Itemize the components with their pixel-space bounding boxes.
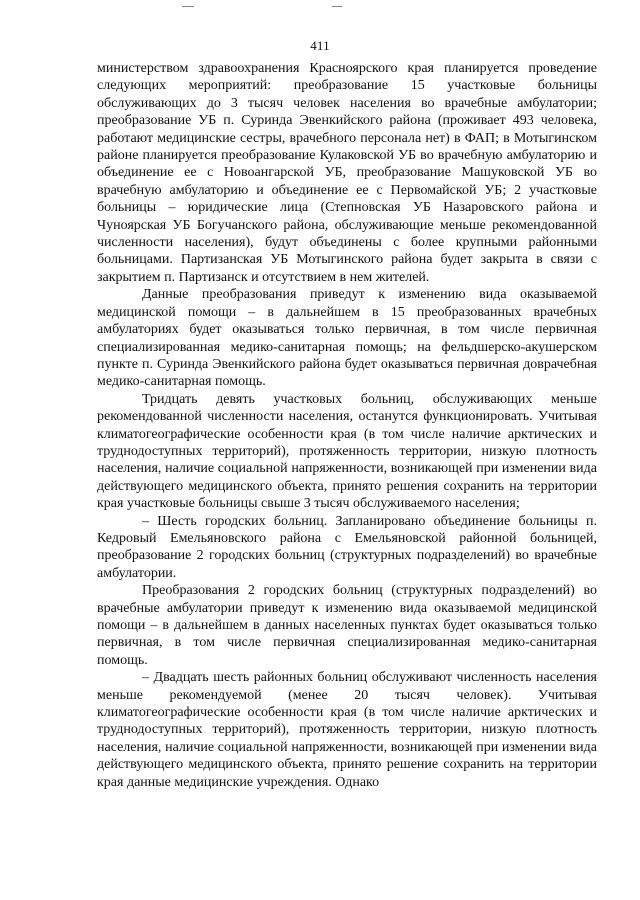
document-body: [97, 60, 597, 791]
page-number: 411: [310, 38, 330, 53]
scan-mark-right: [332, 6, 342, 7]
paragraph-6: – Двадцать шесть районных больниц обслуживают численность населения меньше рекомендуемой (менее 20 тысяч человек). Учитывая климатогеографические особенности края (в том числе наличие арктических и труднодоступных территорий), протяженность территории, низкую плотность населения, наличие социальной напряженности, возникающей при изменении вида действующего медицинского объекта, принято решение сохранить на территории края данные медицинские учреждения. Однако: [97, 670, 597, 790]
paragraph-1: министерством здравоохранения Красноярского края планируется проведение следующих мероприятий: преобразование 15 участковые больницы обслуживающих до 3 тысяч человек населения во врачебные амбулатории; преобразование УБ п. Суринда Эвенкийского района (проживает 493 человека, работают медицинские сестры, врачебного персонала нет) в ФАП; в Мотыгинском районе планируется преобразование Кулаковской УБ во врачебную амбулаторию и объединение ее с Новоангарской УБ, преобразование Машуковской УБ во врачебную амбулаторию и объединение ее с Первомайской УБ; 2 участковые больницы – юридические лица (Степновская УБ Назаровского района и Чуноярская УБ Богучанского района, обслуживающие меньше рекомендованной численности населения), будут объединены с более крупными районными больницами. Партизанская УБ Мотыгинского района будет закрыта в связи с закрытием п. Партизанск и отсутствием в нем жителей.: [97, 61, 597, 285]
paragraph-2: Данные преобразования приведут к изменению вида оказываемой медицинской помощи – в дальнейшем в 15 преобразованных врачебных амбулаториях будет оказываться только первичная, в том числе первичная специализированная медико-санитарная помощь; на фельдшерско-акушерском пункте п. Суринда Эвенкийского района будет оказываться первичная доврачебная медико-санитарная помощь.: [97, 287, 597, 390]
paragraph-4: – Шесть городских больниц. Запланировано объединение больницы п. Кедровый Емельяновского района с Емельяновской районной больницей, преобразование 2 городских больниц (структурных подразделений) во врачебные амбулатории.: [97, 513, 597, 581]
scan-top-marks: [0, 4, 640, 14]
paragraph-3: Тридцать девять участковых больниц, обслуживающих меньше рекомендованной численности населения, останутся функционировать. Учитывая климатогеографические особенности края (в том числе наличие арктических и труднодоступных территорий), протяженность территории, низкую плотность населения, наличие социальной напряженности, возникающей при изменении вида действующего медицинского объекта, принято решения сохранить на территории края участковые больницы свыше 3 тысяч обслуживаемого населения;: [97, 391, 597, 512]
paragraph-5: Преобразования 2 городских больниц (структурных подразделений) во врачебные амбулатории приведут к изменению вида оказываемой медицинской помощи – в дальнейшем в данных населенных пунктах будет оказываться только первичная, в том числе первичная специализированная медико-санитарная помощь.: [97, 583, 597, 668]
scan-mark-left: [182, 6, 194, 7]
